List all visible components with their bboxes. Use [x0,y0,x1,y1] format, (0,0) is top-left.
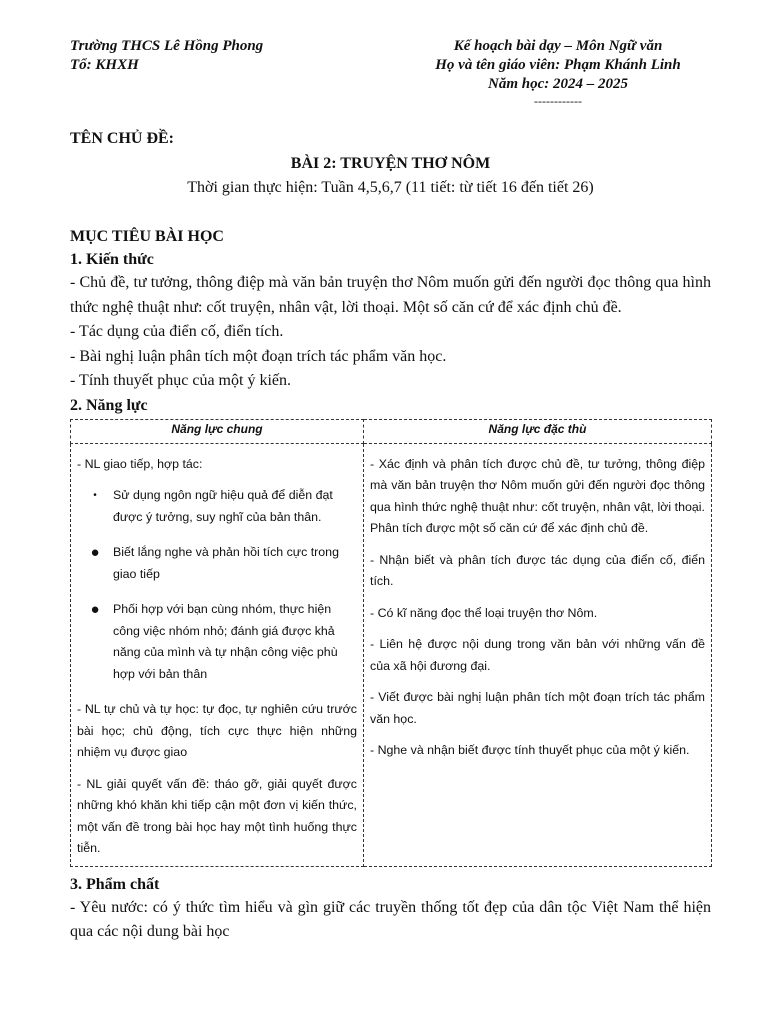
bullet-item [77,599,357,685]
bullet-item [77,542,357,585]
header-right [408,37,708,108]
table-header-row [71,419,712,443]
specific-item: - Viết được bài nghị luận phân tích một đoạn trích tác phẩm văn học. [370,690,705,726]
knowledge-item: - Bài nghị luận phân tích một đoạn trích tác phẩm văn học. [70,347,447,365]
general-item: - NL tự chủ và tự học: tự đọc, tự nghiên cứu trước bài học; chủ động, tích cực thực hiện những nhiệm vụ được giao [77,702,357,759]
bullet-icon: • [93,490,97,501]
competence-heading: 2. Năng lực [70,396,148,414]
document-body [70,128,711,945]
bullet-text: Phối hợp với bạn cùng nhóm, thực hiện công việc nhóm nhỏ; đánh giá được khả năng của mình và tự nhận công việc phù hợp với bản thân [113,602,338,681]
plan-title: Kế hoạch bài dạy – Môn Ngữ văn [453,38,663,54]
lesson-title: BÀI 2: TRUYỆN THƠ NÔM [290,155,491,172]
specific-item: - Nhận biết và phân tích được tác dụng của điển cố, điển tích. [370,552,705,588]
bullet-icon: ● [90,601,100,618]
bullet-text: Biết lắng nghe và phản hồi tích cực trong giao tiếp [113,545,339,581]
bullet-item [77,485,357,528]
specific-item: - Nghe và nhận biết được tính thuyết phục của một ý kiến. [370,743,690,757]
header-left [70,37,263,75]
general-item: - NL giải quyết vấn đề: tháo gỡ, giải quyết được những khó khăn khi tiếp cận một đơn vị kiến thức, một vấn đề trong bài học hay một tình huống thực tiễn. [77,776,357,855]
knowledge-item: - Tính thuyết phục của một ý kiến. [70,372,291,389]
quality-text: - Yêu nước: có ý thức tìm hiểu và gìn giữ các truyền thống tốt đẹp của dân tộc Việt Nam thể hiện qua các nội dung bài học [70,898,711,940]
teacher-name: Họ và tên giáo viên: Phạm Khánh Linh [435,57,681,73]
general-intro: - NL giao tiếp, hợp tác: [77,456,203,471]
col-general-header: Năng lực chung [71,419,364,443]
specific-item: - Xác định và phân tích được chủ đề, tư tưởng, thông điệp mà văn bản truyện thơ Nôm muốn gửi đến người đọc thông qua hình thức nghệ thuật như: cốt truyện, nhân vật, lời thoại. Phân tích được một số căn cứ để xác định chủ đề. [370,456,705,535]
school-year: Năm học: 2024 – 2025 [488,76,628,92]
school-name: Trường THCS Lê Hồng Phong [70,38,264,54]
header-divider: ------------ [534,94,582,108]
table-row [71,443,712,866]
time-info: Thời gian thực hiện: Tuần 4,5,6,7 (11 tiết: từ tiết 16 đến tiết 26) [187,179,594,196]
specific-item: - Liên hệ được nội dung trong văn bản với những vấn đề của xã hội đương đại. [370,637,705,673]
specific-cell [364,443,712,866]
knowledge-heading: 1. Kiến thức [70,251,154,268]
bullet-text: Sử dụng ngôn ngữ hiệu quả để diễn đạt được ý tưởng, suy nghĩ của bản thân. [113,488,333,524]
competence-table [70,419,712,867]
topic-label: TÊN CHỦ ĐỀ: [70,130,175,147]
goals-heading: MỤC TIÊU BÀI HỌC [70,228,224,245]
department: Tổ: KHXH [70,57,139,73]
quality-heading: 3. Phẩm chất [70,875,160,893]
general-cell [71,443,364,866]
knowledge-item: - Tác dụng của điển cố, điển tích. [70,323,284,340]
col-specific-header: Năng lực đặc thù [364,419,712,443]
specific-item: - Có kĩ năng đọc thể loại truyện thơ Nôm. [370,605,598,620]
knowledge-item: - Chủ đề, tư tưởng, thông điệp mà văn bản truyện thơ Nôm muốn gửi đến người đọc thông qua hình thức nghệ thuật như: cốt truyện, nhân vật, lời thoại. Một số căn cứ để xác định chủ đề. [70,274,711,316]
bullet-icon: ● [90,544,100,561]
